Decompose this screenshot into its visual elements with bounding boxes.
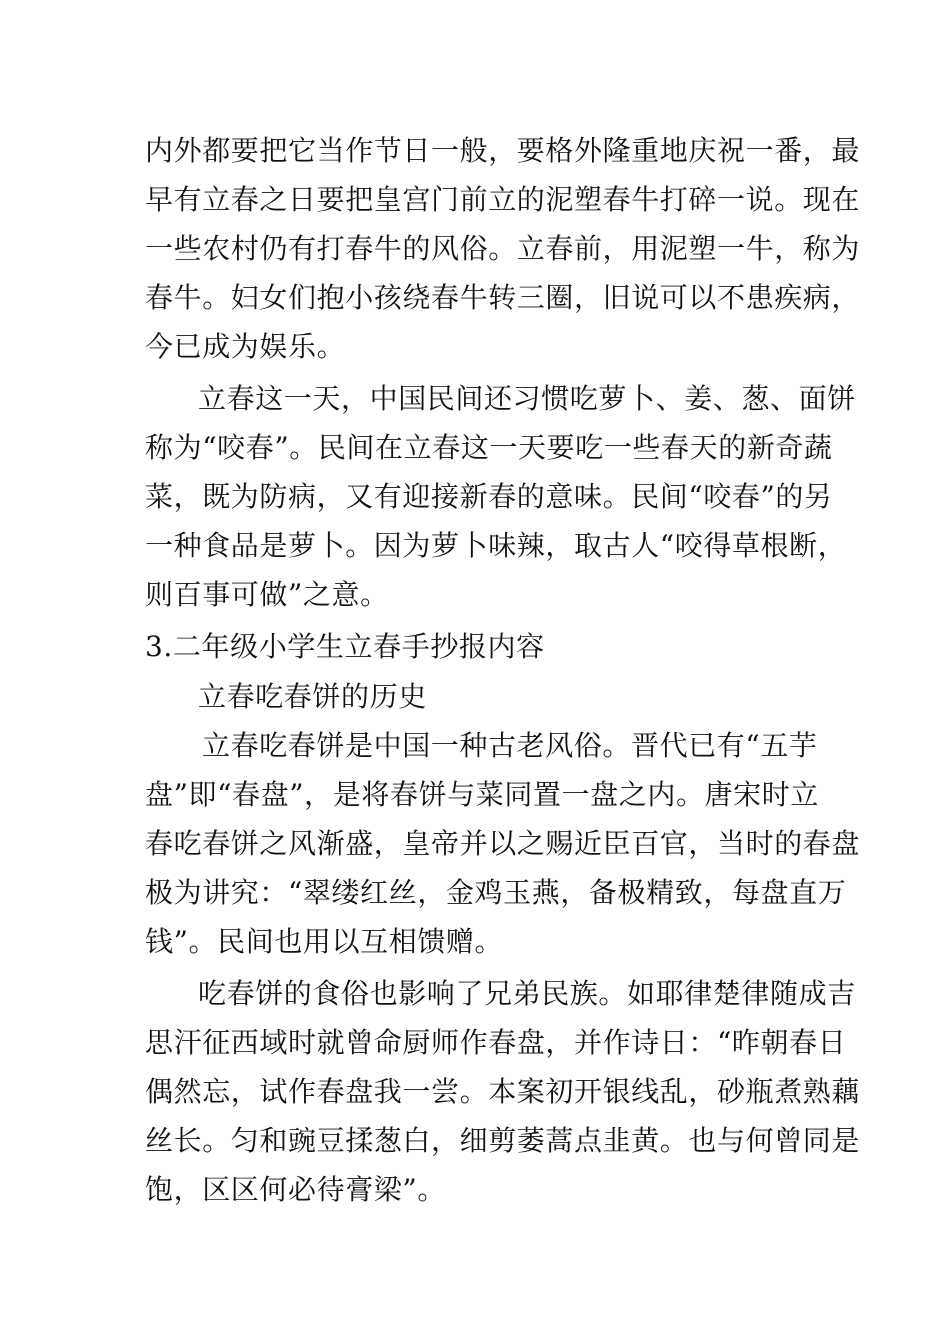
text-line: 则百事可做”之意。 (145, 578, 389, 611)
text-line: 盘”即“春盘”，是将春饼与菜同置一盘之内。唐宋时立 (145, 778, 819, 811)
text-line: 立春这一天，中国民间还习惯吃萝卜、姜、葱、面饼 (198, 382, 856, 415)
subheading: 立春吃春饼的历史 (198, 680, 427, 713)
text-line: 钱”。民间也用以互相馈赠。 (145, 925, 504, 958)
text-line: 极为讲究：“翠缕红丝，金鸡玉燕，备极精致，每盘直万 (145, 876, 847, 909)
text-line: 称为“咬春”。民间在立春这一天要吃一些春天的新奇蔬 (145, 431, 833, 464)
text-line: 一种食品是萝卜。因为萝卜味辣，取古人“咬得草根断， (145, 529, 847, 562)
text-line: 春吃春饼之风渐盛，皇帝并以之赐近臣百官，当时的春盘 (145, 827, 861, 860)
text-line: 内外都要把它当作节日一般，要格外隆重地庆祝一番，最 (145, 134, 861, 167)
text-line: 偶然忘，试作春盘我一尝。本案初开银线乱，砂瓶煮熟藕 (145, 1075, 861, 1108)
text-line: 思汗征西域时就曾命厨师作春盘，并作诗日：“昨朝春日 (145, 1026, 847, 1059)
text-line: 早有立春之日要把皇宫门前立的泥塑春牛打碎一说。现在 (145, 183, 861, 216)
text-line: 春牛。妇女们抱小孩绕春牛转三圈，旧说可以不患疾病， (145, 281, 861, 314)
text-line: 吃春饼的食俗也影响了兄弟民族。如耶律楚律随成吉 (198, 977, 856, 1010)
text-line: 立春吃春饼是中国一种古老风俗。晋代已有“五芋 (202, 729, 818, 762)
text-line: 一些农村仍有打春牛的风俗。立春前，用泥塑一牛，称为 (145, 232, 861, 265)
text-line: 菜，既为防病，又有迎接新春的意味。民间“咬春”的另 (145, 480, 833, 513)
text-line: 今已成为娱乐。 (145, 330, 346, 363)
text-line: 丝长。匀和豌豆揉葱白，细剪萎蒿点韭黄。也与何曾同是 (145, 1124, 861, 1157)
text-line: 饱，区区何必待膏梁”。 (145, 1173, 446, 1206)
section-heading: 3.二年级小学生立春手抄报内容 (145, 630, 545, 663)
